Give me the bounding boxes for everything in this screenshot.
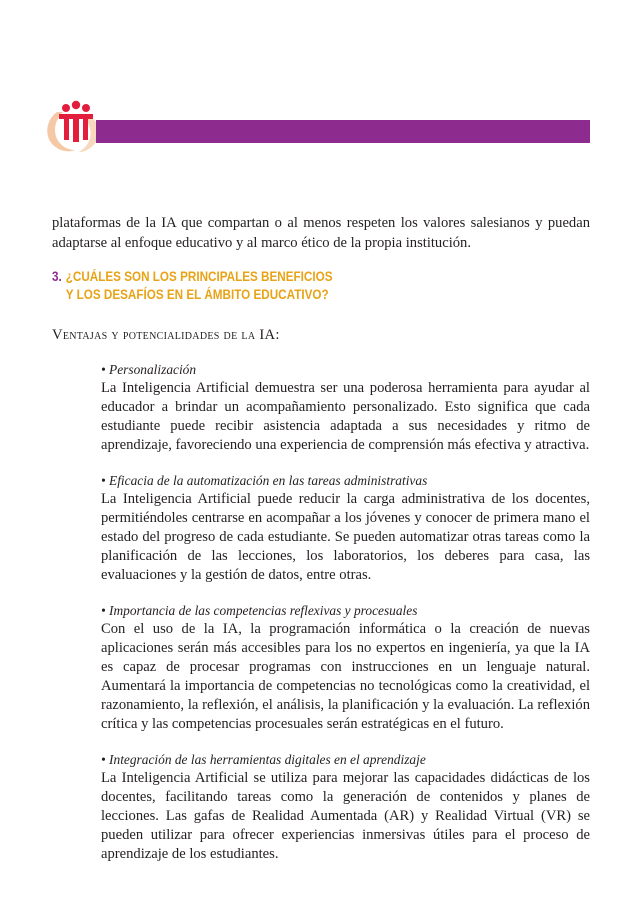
item-title: • Personalización xyxy=(101,362,197,377)
item-body: La Inteligencia Artificial se utiliza para mejorar las capacidades didácticas de los docentes, facilitando tareas como la generación de contenidos y planes de lecciones. Las gafas de Realidad Aumentada (AR) y Realidad Virtual (VR) se pueden utilizar para ofrecer experiencias inmersivas útiles para el proceso de aprendizaje de los estudiantes. xyxy=(101,770,590,862)
item-body: La Inteligencia Artificial demuestra ser una poderosa herramienta para ayudar al educador a brindar un acompañamiento personalizado. Esto significa que cada estudiante puede recibir asistencia adaptada a sus necesidades y ritmo de aprendizaje, favoreciendo una experiencia de comprensión más efectiva y atractiva. xyxy=(101,380,590,453)
subheading: Ventajas y potencialidades de la IA: xyxy=(52,327,280,343)
item-body: Con el uso de la IA, la programación informática o la creación de nuevas aplicaciones serán más accesibles para los no expertos en ingeniería, ya que la IA es capaz de procesar programas con instrucciones en un lenguaje natural. Aumentará la importancia de competencias no tecnológicas como la creatividad, el razonamiento, la reflexión, el análisis, la planificación y la evaluación. La reflexión crítica y las competencias procesuales serán estratégicas en el futuro. xyxy=(101,621,590,732)
item-body: La Inteligencia Artificial puede reducir la carga administrativa de los docentes, permitiéndoles centrarse en acompañar a los jóvenes y conocer de primera mano el estado del progreso de cada estudiante. Se pueden automatizar otras tareas como la planificación de las lecciones, los laboratorios, los deberes para casa, las evaluaciones y la gestión de datos, entre otras. xyxy=(101,491,590,583)
list-item xyxy=(101,361,590,455)
header-accent-bar xyxy=(96,120,590,143)
list-item xyxy=(101,602,590,734)
section-title-line-1: ¿CUÁLES SON LOS PRINCIPALES BENEFICIOS xyxy=(65,269,333,284)
list-item xyxy=(101,472,590,585)
section-number: 3. xyxy=(52,269,62,284)
intro-paragraph: plataformas de la IA que compartan o al menos respeten los valores salesianos y puedan adaptarse al enfoque educativo y al marco ético de la propia institución. xyxy=(52,215,590,251)
list-item xyxy=(101,751,590,864)
section-heading xyxy=(52,268,515,304)
item-title: • Integración de las herramientas digitales en el aprendizaje xyxy=(101,752,426,767)
benefits-list xyxy=(101,361,590,881)
section-title-line-2: Y LOS DESAFÍOS EN EL ÁMBITO EDUCATIVO? xyxy=(65,287,329,302)
item-title: • Eficacia de la automatización en las tareas administrativas xyxy=(101,473,428,488)
item-title: • Importancia de las competencias reflexivas y procesuales xyxy=(101,603,418,618)
